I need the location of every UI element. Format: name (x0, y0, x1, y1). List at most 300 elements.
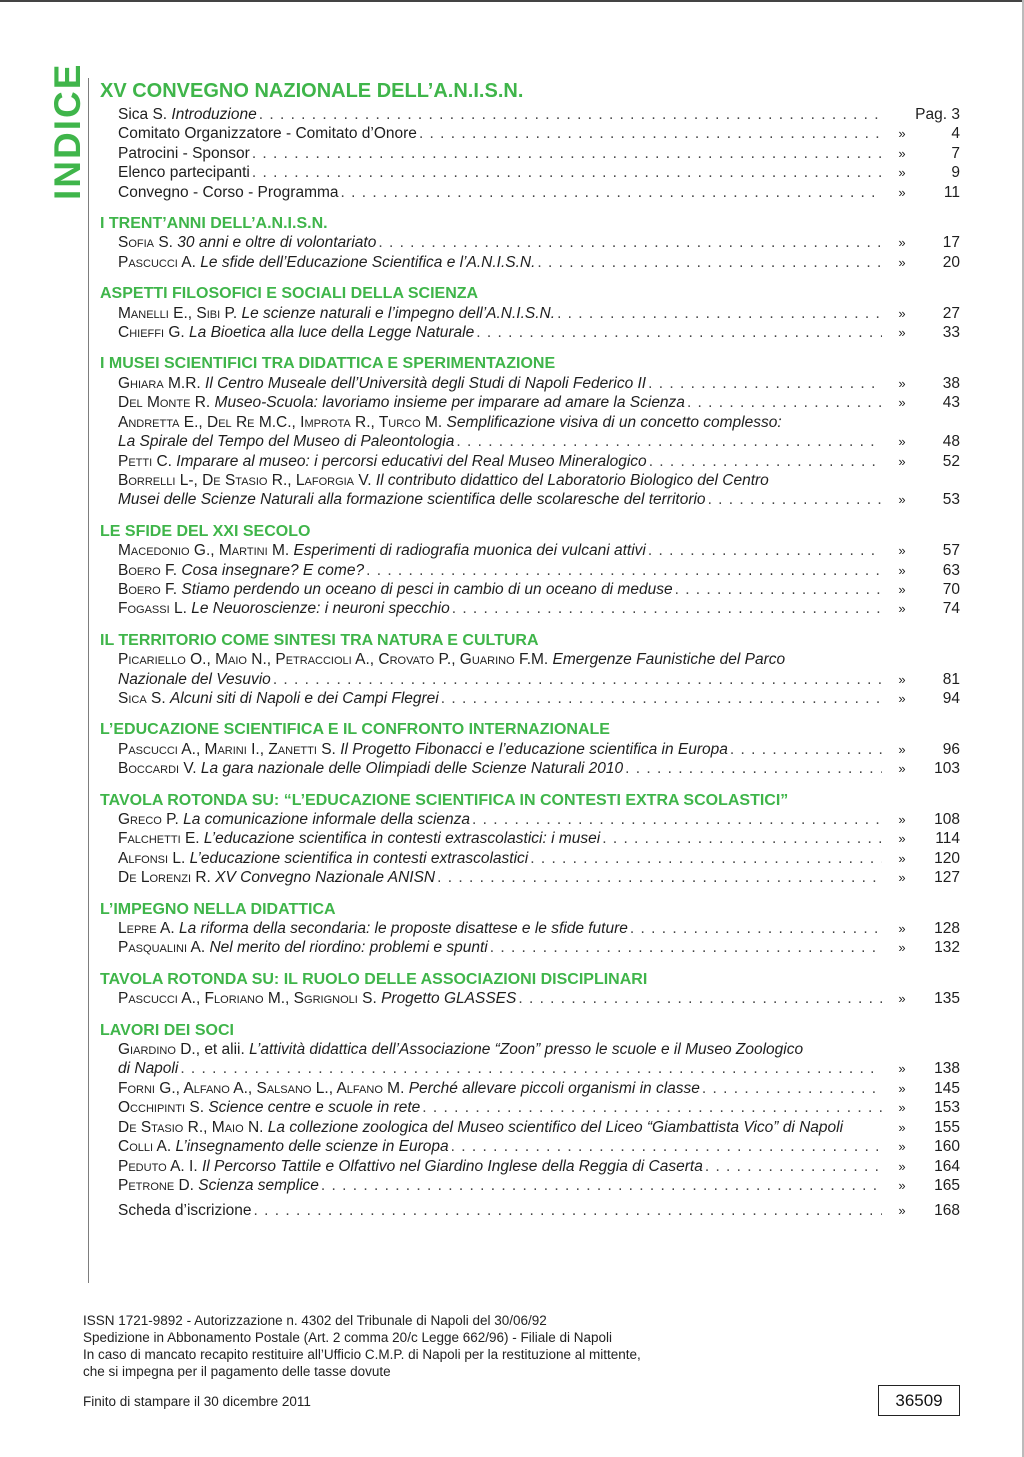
dot-leader (449, 1137, 882, 1156)
entry-text-wrap (118, 1176, 319, 1195)
page-ref (882, 304, 960, 323)
page-number: 114 (935, 830, 960, 848)
entry-authors: Del Monte R. (118, 394, 211, 412)
entry-authors: Greco P. (118, 811, 179, 828)
entry-text-wrap (118, 452, 647, 471)
page-marker: » (898, 1158, 906, 1174)
toc-entry (100, 919, 960, 938)
page-ref (882, 1137, 960, 1156)
entry-title: Museo-Scuola: lavoriamo insieme per imparare ad amare la Scienza (214, 394, 685, 412)
entry-authors: Pasqualini A. (118, 939, 206, 957)
page-number: 120 (934, 849, 960, 867)
page-marker: » (898, 184, 906, 200)
entry-text-wrap (118, 490, 706, 509)
page-ref (882, 989, 960, 1008)
entry-title: 30 anni e oltre di volontariato (177, 234, 377, 252)
entry-title: Emergenze Faunistiche del Parco (552, 651, 786, 669)
page-marker: » (898, 940, 906, 956)
entry-title: Introduzione (171, 106, 257, 123)
toc-section (100, 791, 960, 888)
dot-leader (646, 541, 882, 560)
entry-text-wrap (118, 919, 628, 938)
page-number: 20 (942, 253, 960, 271)
dot-leader (600, 829, 882, 848)
page-ref (882, 1098, 960, 1117)
page-number: 108 (934, 811, 960, 828)
page-number: 11 (943, 183, 960, 201)
page-ref (882, 1059, 960, 1078)
toc-section (100, 720, 960, 778)
page-number: 164 (934, 1157, 960, 1175)
toc-entry (100, 124, 960, 143)
page-ref (882, 670, 960, 689)
entry-title: Science centre e scuole in rete (208, 1099, 421, 1117)
toc-entry (100, 868, 960, 887)
page-ref (882, 759, 960, 778)
toc-entry (100, 740, 960, 759)
page-ref (882, 124, 960, 143)
page-number: 7 (951, 144, 960, 162)
dot-leader (623, 759, 882, 778)
dot-leader (728, 740, 882, 759)
page-marker: » (898, 543, 906, 559)
code-box: 36509 (878, 1385, 960, 1416)
dot-leader (450, 599, 882, 618)
entry-title: L’attività didattica dell’Associazione “Zoon” presso le scuole e il Museo Zoologico (249, 1041, 804, 1059)
entry-text-wrap (118, 561, 364, 580)
page-number: 145 (934, 1079, 960, 1097)
entry-title: La collezione zoologica del Museo scientifico del Liceo “Giambattista Vico” di Napoli (267, 1118, 844, 1136)
entry-text-wrap (118, 938, 488, 957)
entry-title-cont: di Napoli (118, 1060, 179, 1078)
toc-section (100, 900, 960, 958)
page-ref (882, 919, 960, 938)
page-marker: » (898, 453, 906, 469)
toc-entry-final (100, 1201, 960, 1220)
dot-leader (474, 323, 882, 342)
page-ref (882, 599, 960, 618)
toc-entry (100, 829, 960, 848)
page-ref (882, 183, 960, 202)
dot-leader (271, 670, 882, 689)
section-title: I MUSEI SCIENTIFICI TRA DIDATTICA E SPERIMENTAZIONE (100, 355, 556, 373)
toc-section (100, 1021, 960, 1196)
page-number: 52 (942, 452, 960, 470)
page-marker: » (898, 434, 906, 450)
page-ref (882, 541, 960, 560)
page-ref (882, 580, 960, 599)
toc-entry (100, 938, 960, 957)
entry-authors: Chieffi G. (118, 324, 185, 342)
entry-text: Convegno - Corso - Programma (118, 183, 339, 201)
dot-leader (528, 849, 882, 868)
toc-section (100, 970, 960, 1009)
entry-title-cont: Nazionale del Vesuvio (118, 670, 271, 688)
section-title: LAVORI DEI SOCI (100, 1021, 234, 1039)
entry-text-wrap (118, 1059, 178, 1078)
entry-text-wrap (118, 1201, 252, 1220)
page-ref (882, 868, 960, 887)
toc-entry (100, 580, 960, 599)
entry-text-wrap (118, 1098, 420, 1117)
toc-entry (100, 233, 960, 252)
entry-text-wrap (118, 1079, 700, 1098)
section-title: LE SFIDE DEL XXI SECOLO (100, 522, 311, 540)
page-ref (882, 452, 960, 471)
entry-text-wrap (118, 144, 250, 163)
entry-text-wrap (118, 432, 454, 451)
toc-entry (100, 490, 960, 509)
page-number: 38 (942, 374, 960, 392)
page-marker: » (898, 831, 906, 847)
page-marker: » (898, 690, 906, 706)
entry-authors: Boero F. (118, 561, 178, 579)
entry-first-line (100, 471, 960, 490)
toc-entry (100, 1157, 960, 1176)
entry-authors: Petti C. (118, 452, 172, 470)
toc-section (100, 522, 960, 619)
section-title: TAVOLA ROTONDA SU: IL RUOLO DELLE ASSOCIAZIONI DISCIPLINARI (100, 970, 648, 988)
footer-line: che si impegna per il pagamento delle tasse dovute (83, 1364, 391, 1379)
section-title: I TRENT’ANNI DELL’A.N.I.S.N. (100, 215, 328, 233)
page-marker: » (898, 165, 906, 181)
entry-authors: Pascucci A. (118, 253, 196, 271)
page-marker: » (898, 375, 906, 391)
section-title: TAVOLA ROTONDA SU: “L’EDUCAZIONE SCIENTIFICA IN CONTESTI EXTRA SCOLASTICI” (100, 791, 789, 809)
entry-title: Progetto GLASSES (381, 990, 517, 1008)
entry-text-wrap (118, 163, 250, 182)
page-marker: » (898, 235, 906, 251)
entry-first-line (100, 650, 960, 669)
page-ref (882, 1201, 960, 1220)
entry-title: L’insegnamento delle scienze in Europa (175, 1138, 449, 1156)
dot-leader (673, 580, 882, 599)
entry-title: Cosa insegnare? E come? (181, 561, 365, 579)
page-marker: » (898, 1203, 906, 1219)
entry-title: Le sfide dell’Educazione Scientifica e l’A.N.I.S.N. (200, 253, 536, 271)
entry-text-wrap (118, 989, 516, 1008)
entry-title: Il Percorso Tattile e Olfattivo nel Giardino Inglese della Reggia di Caserta (201, 1157, 703, 1175)
page-marker: » (898, 581, 906, 597)
dot-leader (685, 393, 882, 412)
entry-title: La gara nazionale delle Olimpiadi delle Scienze Naturali 2010 (200, 760, 624, 778)
toc-entry (100, 989, 960, 1008)
entry-title: Stiamo perdendo un oceano di pesci in cambio di un oceano di meduse (181, 580, 673, 598)
footer-line: In caso di mancato recapito restituire all’Ufficio C.M.P. di Napoli per la restituzione al mittente, (83, 1347, 641, 1362)
entry-text: Patrocini - Sponsor (118, 144, 250, 162)
dot-leader (420, 1098, 882, 1117)
entry-title: Perché allevare piccoli organismi in classe (408, 1079, 700, 1097)
dot-leader (706, 490, 882, 509)
page-marker: » (898, 1119, 906, 1135)
toc-entry (100, 183, 960, 202)
page-number: 165 (934, 1176, 960, 1194)
dot-leader (628, 919, 882, 938)
entry-authors: Manelli E., Sibi P. (118, 304, 238, 322)
page-marker: » (898, 1061, 906, 1077)
entry-text-wrap (118, 233, 376, 252)
top-border (0, 0, 1024, 2)
page-number: 57 (942, 542, 960, 560)
entry-title: Esperimenti di radiografia muonica dei vulcani attivi (293, 542, 646, 560)
entry-text-wrap (118, 1157, 703, 1176)
page-ref (882, 689, 960, 708)
page-number: 70 (942, 580, 960, 598)
dot-leader (435, 868, 882, 887)
page-number: 9 (951, 164, 960, 182)
page-marker: » (898, 1139, 906, 1155)
entry-text-wrap (118, 393, 685, 412)
entry-text: Sica S. (118, 106, 172, 123)
entry-authors: Falchetti E. (118, 830, 200, 848)
dot-leader (646, 374, 882, 393)
toc-entry (100, 1098, 960, 1117)
section-title: IL TERRITORIO COME SINTESI TRA NATURA E CULTURA (100, 631, 539, 649)
toc-entry (100, 1176, 960, 1195)
toc-entry (100, 541, 960, 560)
entry-text-wrap (118, 541, 646, 560)
entry-text: Comitato Organizzatore - Comitato d’Onore (118, 125, 417, 143)
entry-text-wrap (118, 1137, 449, 1156)
page-ref (882, 163, 960, 182)
page-ref (882, 1176, 960, 1195)
dot-leader (250, 163, 882, 182)
page-number: 155 (934, 1118, 960, 1136)
toc-section (100, 214, 960, 272)
toc-entry (100, 432, 960, 451)
entry-text-wrap (118, 124, 417, 143)
entry-first-line (100, 413, 960, 432)
page-number: 53 (942, 491, 960, 509)
dot-leader (488, 938, 882, 957)
entry-text-wrap (118, 689, 439, 708)
toc-entry (100, 253, 960, 272)
entry-authors: De Lorenzi R. (118, 869, 211, 887)
entry-title: Il Progetto Fibonacci e l’educazione scientifica in Europa (340, 740, 728, 758)
page-number: 4 (951, 125, 960, 143)
dot-leader (516, 989, 882, 1008)
page-number: 27 (942, 304, 960, 322)
toc-entry (100, 163, 960, 182)
section-title: ASPETTI FILOSOFICI E SOCIALI DELLA SCIENZA (100, 285, 479, 303)
entry-text-wrap (118, 740, 728, 759)
table-of-contents (100, 80, 960, 1221)
toc-entry (100, 393, 960, 412)
toc-entry (100, 759, 960, 778)
entry-authors: Sofia S. (118, 234, 173, 252)
page-ref (882, 810, 960, 829)
section-title: L’IMPEGNO NELLA DIDATTICA (100, 900, 336, 918)
footer-line: ISSN 1721-9892 - Autorizzazione n. 4302 del Tribunale di Napoli del 30/06/92 (83, 1313, 547, 1328)
toc-entry (100, 144, 960, 163)
page-number: 43 (942, 394, 960, 412)
page-ref (882, 432, 960, 451)
vertical-rule (88, 78, 89, 1283)
entry-text-wrap (118, 849, 528, 868)
dot-leader (647, 452, 882, 471)
entry-text-wrap (118, 253, 535, 272)
page-ref (882, 374, 960, 393)
page-number: 168 (934, 1202, 960, 1220)
side-label-indice: INDICE (47, 62, 88, 200)
page-ref (882, 1157, 960, 1176)
toc-entry (100, 1079, 960, 1098)
entry-title: Scienza semplice (198, 1176, 319, 1194)
entry-title: La comunicazione informale della scienza (183, 811, 471, 828)
entry-title: Semplificazione visiva di un concetto complesso: (446, 413, 782, 431)
page-ref (882, 490, 960, 509)
page-ref (882, 829, 960, 848)
entry-text-wrap (118, 810, 470, 829)
page-number: 127 (934, 869, 960, 887)
entry-authors: Boero F. (118, 580, 178, 598)
entry-title: Le scienze naturali e l’impegno dell’A.N.I.S.N. (241, 304, 556, 322)
toc-section (100, 284, 960, 342)
toc-entry (100, 670, 960, 689)
dot-leader (376, 233, 882, 252)
entry-text-wrap (118, 105, 257, 124)
page-marker: » (898, 671, 906, 687)
entry-text-wrap (118, 599, 450, 618)
page-number: 94 (942, 689, 960, 707)
page-marker: » (898, 492, 906, 508)
dot-leader (250, 144, 882, 163)
publication-notes (83, 1312, 963, 1380)
page-marker: » (898, 1080, 906, 1096)
page-marker: » (898, 761, 906, 777)
dot-leader (555, 304, 882, 323)
page-marker: » (898, 921, 906, 937)
page-marker: » (898, 870, 906, 886)
page-ref (882, 233, 960, 252)
entry-authors: Forni G., Alfano A., Salsano L., Alfano M. (118, 1079, 405, 1097)
toc-entry (100, 105, 960, 124)
entry-authors: Occhipinti S. (118, 1099, 205, 1117)
dot-leader (470, 810, 882, 829)
toc-entry (100, 323, 960, 342)
entry-authors: Andretta E., Del Re M.C., Improta R., Turco M. (118, 413, 443, 431)
toc-entry (100, 1118, 960, 1137)
page-ref (882, 393, 960, 412)
page-number: 103 (934, 760, 960, 778)
page-number: 132 (934, 939, 960, 957)
page-marker: » (898, 601, 906, 617)
page-marker: » (898, 1100, 906, 1116)
page-number: 128 (934, 920, 960, 938)
entry-text: Scheda d’iscrizione (118, 1202, 252, 1220)
page-marker: » (898, 254, 906, 270)
page-label: Pag. (915, 106, 948, 123)
page-number: 160 (934, 1138, 960, 1156)
page-marker: » (898, 562, 906, 578)
entry-authors: De Stasio R., Maio N. (118, 1118, 264, 1136)
toc-entry (100, 374, 960, 393)
entry-text-wrap (118, 183, 339, 202)
page-number: 3 (951, 106, 960, 123)
page-ref (882, 105, 960, 124)
entry-title: Il Centro Museale dell’Università degli Studi di Napoli Federico II (205, 374, 647, 392)
entry-authors: Macedonio G., Martini M. (118, 542, 290, 560)
page-ref (882, 740, 960, 759)
page-marker: » (898, 126, 906, 142)
dot-leader (257, 105, 882, 124)
entry-title-cont: La Spirale del Tempo del Museo di Paleontologia (118, 433, 455, 451)
page-marker: » (898, 1177, 906, 1193)
page-number: 138 (934, 1060, 960, 1078)
page-ref (882, 938, 960, 957)
page-marker: » (898, 812, 906, 827)
section-title: XV CONVEGNO NAZIONALE DELL’A.N.I.S.N. (100, 80, 524, 102)
dot-leader (700, 1079, 882, 1098)
page-number: 33 (942, 324, 960, 342)
page-ref (882, 1118, 960, 1137)
entry-authors: Giardino D. (118, 1041, 196, 1059)
dot-leader (454, 432, 882, 451)
entry-text: Elenco partecipanti (118, 164, 250, 182)
entry-text-wrap (118, 829, 600, 848)
entry-title: L’educazione scientifica in contesti extrascolastici (189, 849, 529, 867)
toc-entry (100, 599, 960, 618)
entry-title: L’educazione scientifica in contesti extrascolastici: i musei (203, 830, 601, 848)
page-marker: » (898, 325, 906, 341)
dot-leader (364, 561, 882, 580)
toc-entry (100, 452, 960, 471)
page-number: 135 (934, 990, 960, 1008)
page-number: 96 (942, 740, 960, 758)
entry-title: Alcuni siti di Napoli e dei Campi Flegrei (169, 689, 439, 707)
page-ref (882, 1079, 960, 1098)
dot-leader (319, 1176, 882, 1195)
entry-authors: Alfonsi L. (118, 849, 186, 867)
dot-leader (252, 1201, 882, 1220)
entry-authors: Boccardi V. (118, 760, 197, 778)
page-ref (882, 849, 960, 868)
toc-entry (100, 304, 960, 323)
entry-text-wrap (118, 1118, 843, 1137)
entry-title: XV Convegno Nazionale ANISN (215, 869, 436, 887)
page-marker: » (898, 305, 906, 321)
page-ref (882, 144, 960, 163)
toc-entry (100, 810, 960, 829)
page-marker: » (898, 850, 906, 866)
entry-title-cont: Musei delle Scienze Naturali alla formazione scientifica delle scolaresche del territorio (118, 491, 706, 509)
page-marker: » (898, 145, 906, 161)
entry-authors: Picariello O., Maio N., Petraccioli A., Crovato P., Guarino F.M. (118, 651, 549, 669)
entry-authors: Pascucci A., Marini I., Zanetti S. (118, 740, 336, 758)
entry-title: Nel merito del riordino: problemi e spunti (209, 939, 488, 957)
page-ref (882, 253, 960, 272)
entry-title: Imparare al museo: i percorsi educativi del Real Museo Mineralogico (176, 452, 647, 470)
page-marker: » (898, 741, 906, 757)
page-number: 63 (942, 561, 960, 579)
entry-authors: Petrone D. (118, 1176, 194, 1194)
page-ref (882, 561, 960, 580)
page-ref (882, 323, 960, 342)
entry-authors: Lepre A. (118, 920, 175, 938)
toc-entry (100, 561, 960, 580)
dot-leader (439, 689, 882, 708)
toc-section (100, 80, 960, 202)
page-marker: » (898, 395, 906, 411)
footer-line: Spedizione in Abbonamento Postale (Art. 2 comma 20/c Legge 662/96) - Filiale di Napoli (83, 1330, 613, 1345)
entry-authors: Ghiara M.R. (118, 374, 201, 392)
entry-authors: Colli A. (118, 1138, 172, 1156)
dot-leader (535, 253, 882, 272)
entry-authors: Sica S. (118, 689, 166, 707)
entry-text-wrap (118, 670, 271, 689)
entry-authors: Peduto A. I. (118, 1157, 198, 1175)
entry-authors: Pascucci A., Floriano M., Sgrignoli S. (118, 990, 377, 1008)
